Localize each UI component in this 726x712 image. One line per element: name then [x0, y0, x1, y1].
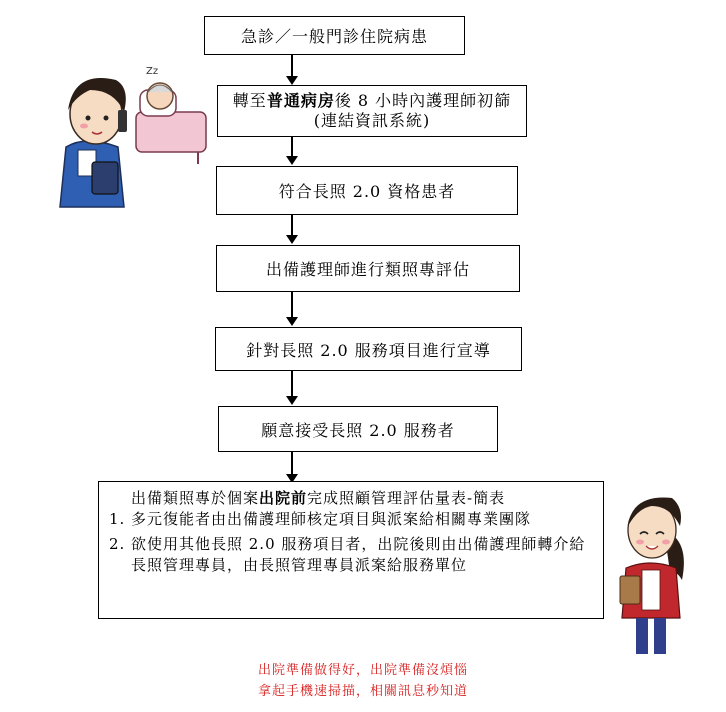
flow-step-3	[216, 166, 518, 215]
flow-step-4-text: 出備護理師進行類照專評估	[265, 260, 470, 279]
flow-step-6	[218, 406, 498, 452]
svg-text:Zz: Zz	[146, 66, 159, 77]
arrow-6	[291, 452, 293, 475]
flow-step-2-line2: (連結資訊系統)	[313, 111, 431, 130]
flow-step-6-text: 願意接受長照 2.0 服務者	[261, 420, 455, 440]
flow-step-2	[217, 85, 527, 137]
arrow-1	[291, 55, 293, 77]
flow-final-box	[98, 481, 604, 619]
final-item-2: 2. 欲使用其他長照 2.0 服務項目者，出院後則由出備護理師轉介給長照管理專員，由長照管理專員派案給服務單位	[109, 535, 586, 574]
final-item-1: 1. 多元復能者由出備護理師核定項目與派案給相關專業團隊	[109, 510, 532, 528]
flow-step-1	[204, 16, 465, 55]
flow-step-5	[215, 327, 522, 371]
before-discharge-text: 出院前	[259, 489, 308, 507]
general-ward-text: 普通病房	[266, 91, 335, 110]
nurse-clipboard-illustration	[612, 490, 692, 660]
arrow-3	[291, 215, 293, 236]
footer-line-1: 出院準備做得好，出院準備沒煩惱	[257, 663, 468, 678]
arrow-5	[291, 371, 293, 397]
final-title: 出備類照專於個案出院前完成照顧管理評估量表-簡表	[131, 489, 506, 507]
nurse-phone-illustration	[48, 52, 213, 212]
arrow-4	[291, 292, 293, 318]
arrow-2	[291, 137, 293, 157]
flow-step-4	[216, 245, 520, 292]
flow-step-1-text: 急診／一般門診住院病患	[240, 27, 428, 46]
flow-step-3-text: 符合長照 2.0 資格患者	[278, 182, 456, 201]
flow-step-2-line1: 轉至普通病房後 8 小時內護理師初篩	[232, 91, 512, 110]
flow-step-5-text: 針對長照 2.0 服務項目進行宣導	[246, 340, 491, 360]
footer-line-2: 拿起手機速掃描，相關訊息秒知道	[257, 684, 468, 699]
